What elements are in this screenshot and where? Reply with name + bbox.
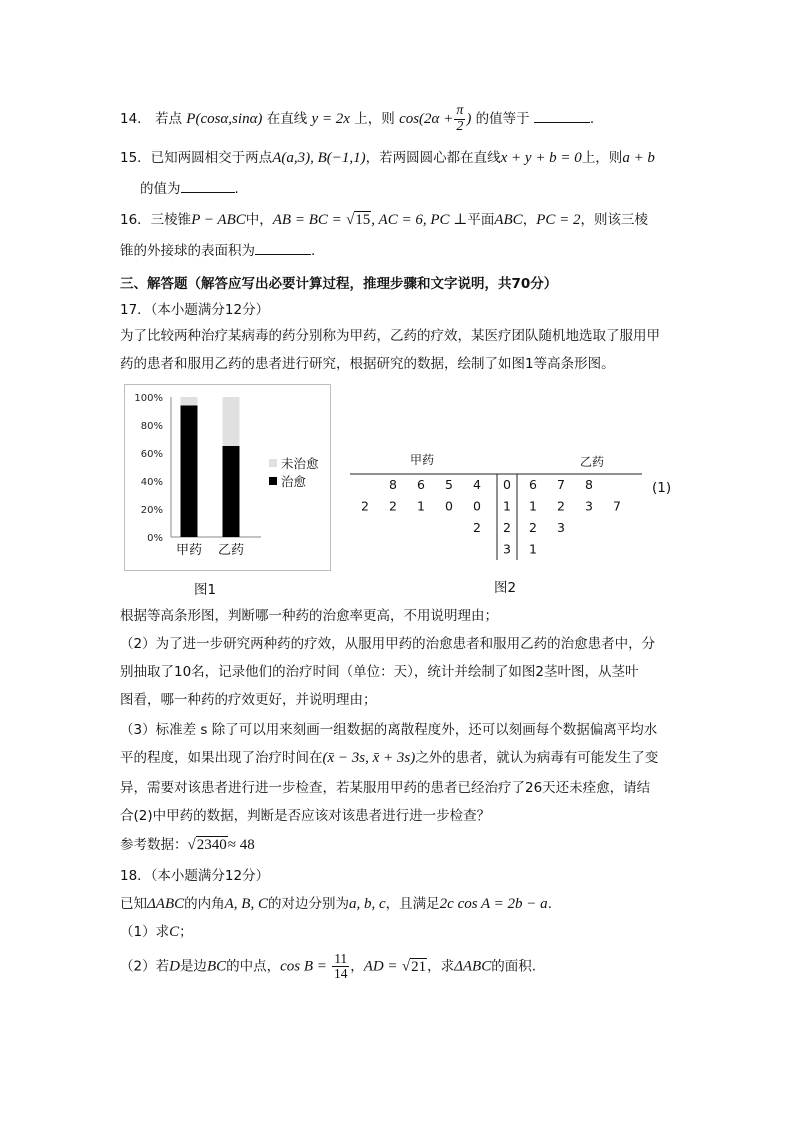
q17-reference: 参考数据：√2340≈ 48: [120, 837, 255, 853]
fraction-pi-over-2: $\frac{\pi}{2}$: [456, 103, 464, 134]
fraction-11-over-14: $\frac{11}{14}$: [333, 951, 348, 982]
legend-swatch: [269, 477, 277, 485]
x-category-label: 乙药: [217, 543, 245, 558]
stem-value: 0: [503, 477, 511, 492]
q17-part3-line1: （3）标准差 s 除了可以用来刻画一组数据的离散程度外，还可以刻画每个数据偏离平均水: [120, 722, 658, 738]
right-header: 乙药: [579, 455, 605, 469]
answer-blank[interactable]: [534, 110, 590, 123]
y-tick-label: 20%: [140, 505, 163, 516]
right-leaf: 2: [529, 520, 537, 535]
y-tick-label: 0%: [147, 533, 163, 544]
legend-label: 未治愈: [281, 456, 319, 471]
figure-1-chart: [125, 385, 330, 570]
point-expr: P(cosα,sinα): [186, 111, 263, 128]
right-leaf: 3: [585, 498, 593, 514]
right-leaf: 6: [529, 477, 537, 492]
stem-value: 1: [503, 498, 511, 514]
right-leaf: 1: [529, 498, 537, 514]
q17-part2-line3: 图看，哪一种药的疗效更好，并说明理由；: [120, 692, 377, 708]
right-leaf: 7: [613, 498, 621, 514]
q17-part3-line4: 合(2)中甲药的数据，判断是否应该对该患者进行进一步检查？: [120, 808, 491, 824]
y-tick-label: 40%: [140, 477, 163, 488]
q17-intro-line2: 药的患者和服用乙药的患者进行研究，根据研究的数据，绘制了如图1等高条形图。: [120, 356, 615, 372]
bar-未治愈: [181, 397, 198, 405]
q18-statement: 已知ΔABC的内角A, B, C的对边分别为a, b, c，且满足2c cos A = 2b − a.: [120, 896, 552, 912]
figure-2-stem-leaf: [350, 448, 690, 563]
question-14: 14． 若点 P(cosα,sinα) 在直线 y = 2x 上，则 cos(2α + $\frac{\pi}{2}$ ) 的值等于 .: [120, 103, 595, 134]
x-category-label: 甲药: [175, 543, 203, 558]
section-title: 三、解答题（解答应写出必要计算过程，推理步骤和文字说明，共70分）: [120, 276, 558, 292]
left-leaf: 0: [445, 498, 453, 514]
left-leaf: 2: [361, 498, 369, 514]
right-leaf: 3: [557, 520, 565, 535]
figure-2-side-label: (1): [652, 480, 672, 496]
line-expr: y = 2x: [311, 111, 350, 128]
interval-expr: (x̄ − 3s, x̄ + 3s): [322, 750, 416, 766]
bar-未治愈: [223, 397, 240, 446]
answer-blank[interactable]: [255, 242, 311, 255]
legend-swatch: [269, 459, 277, 467]
left-leaf: 5: [445, 477, 453, 492]
right-leaf: 8: [585, 477, 593, 492]
right-leaf: 7: [557, 477, 565, 492]
question-15-line1: 15．已知两圆相交于两点A(a,3), B(−1,1)，若两圆圆心都在直线x + y + b = 0上，则a + b: [120, 150, 655, 166]
y-tick-label: 100%: [134, 393, 163, 404]
figure-1-frame: [124, 384, 331, 571]
left-header: 甲药: [409, 453, 435, 467]
left-leaf: 6: [417, 477, 425, 492]
q18-part1: （1）求C；: [120, 924, 193, 940]
q17-part2-line1: （2）为了进一步研究两种药的疗效，从服用甲药的治愈患者和服用乙药的治愈患者中，分: [120, 636, 656, 652]
question-16-line2: 锥的外接球的表面积为 .: [120, 243, 316, 259]
y-tick-label: 60%: [140, 449, 163, 460]
question-15-line2: 的值为 .: [140, 181, 239, 197]
q18-header: 18．（本小题满分12分）: [120, 868, 270, 884]
bar-治愈: [181, 405, 198, 537]
left-leaf: 2: [389, 498, 397, 514]
q17-part3-line3: 异，需要对该患者进行进一步检查，若某服用甲药的患者已经治疗了26天还未痊愈，请结: [120, 780, 651, 796]
q17-header: 17．（本小题满分12分）: [120, 302, 270, 318]
left-leaf: 8: [389, 477, 397, 492]
stem-value: 2: [503, 520, 511, 535]
legend-label: 治愈: [281, 474, 307, 489]
left-leaf: 0: [473, 498, 481, 514]
right-leaf: 1: [529, 541, 537, 557]
stem-value: 3: [503, 541, 511, 557]
q17-part2-line2: 别抽取了10名，记录他们的治疗时间（单位：天），统计并绘制了如图2茎叶图，从茎叶: [120, 664, 639, 680]
sqrt-2340: √2340: [187, 837, 227, 853]
q18-part2: （2）若D是边BC的中点，cos B = $\frac{11}{14}$ ，AD = √21，求ΔABC的面积.: [120, 951, 537, 982]
sqrt-15: √15: [346, 212, 371, 228]
figure-2-caption: 图2: [494, 580, 517, 596]
sqrt-21: √21: [401, 958, 427, 975]
answer-blank[interactable]: [181, 180, 235, 193]
figure-1-caption: 图1: [194, 582, 217, 598]
left-leaf: 4: [473, 477, 481, 492]
left-leaf: 2: [473, 520, 481, 535]
q17-intro-line1: 为了比较两种治疗某病毒的药分别称为甲药，乙药的疗效，某医疗团队随机地选取了服用甲: [120, 328, 660, 344]
q17-part1: 根据等高条形图，判断哪一种药的治愈率更高，不用说明理由；: [120, 608, 498, 624]
left-leaf: 1: [417, 498, 425, 514]
bar-治愈: [223, 446, 240, 537]
y-tick-label: 80%: [140, 421, 163, 432]
q17-part3-line2: 平的程度，如果出现了治疗时间在(x̄ − 3s, x̄ + 3s)之外的患者，就认为病毒有可能发生了变: [120, 750, 659, 766]
question-16-line1: 16．三棱锥P − ABC中，AB = BC = √15, AC = 6, PC ⊥平面ABC，PC = 2，则该三棱: [120, 212, 648, 228]
right-leaf: 2: [557, 498, 565, 514]
